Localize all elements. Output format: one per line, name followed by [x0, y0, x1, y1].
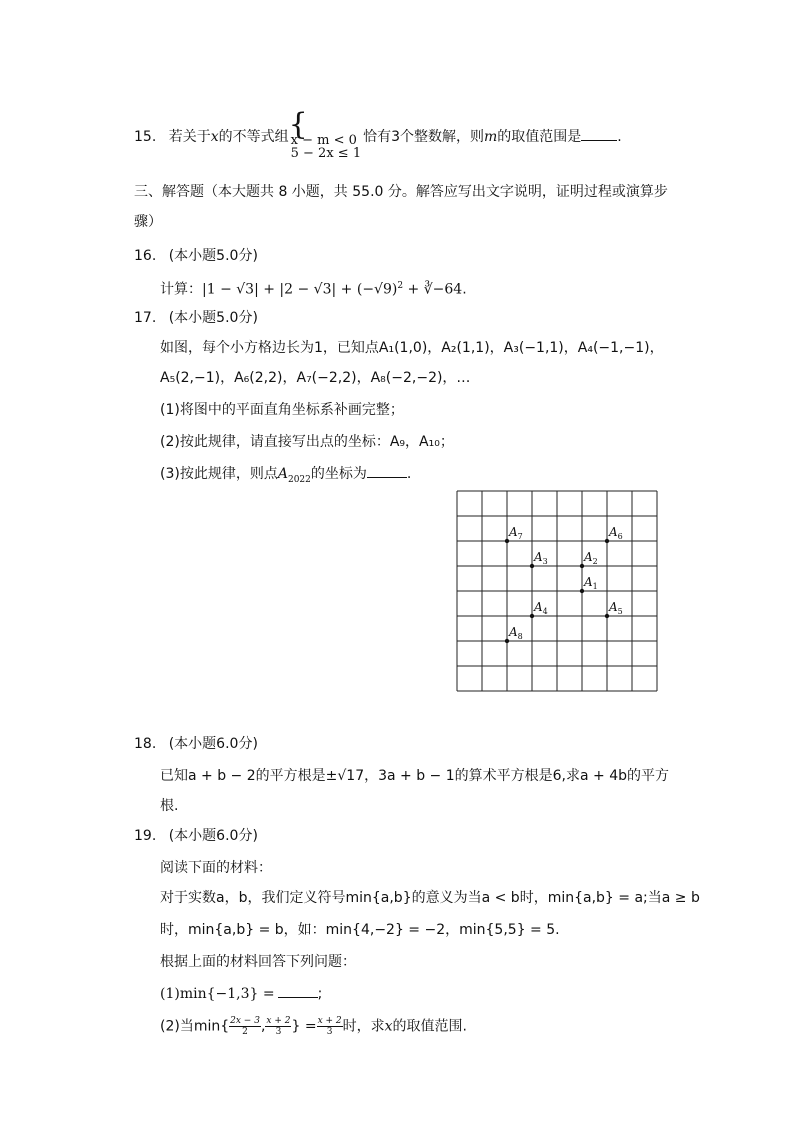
q19-fraction-3 [317, 1016, 343, 1037]
q17-sub3-end: . [406, 466, 412, 482]
q17-number: 17. [134, 310, 157, 326]
q19-sub1-end: ; [317, 986, 323, 1002]
point-a8 [505, 639, 509, 643]
q15-number: 15. [134, 129, 157, 145]
point-label-a7: $A_7$ [509, 525, 523, 541]
q19-line4: 根据上面的材料回答下列问题： [160, 954, 356, 970]
q19-sub1 [160, 984, 322, 1004]
q19-fraction-2 [265, 1016, 291, 1037]
q19-sub2-post: 时，求 [342, 1018, 385, 1035]
q15-sys-row1: x − m < 0 [290, 133, 357, 148]
q18-header [134, 734, 258, 754]
q19-score: (本小题6.0分) [168, 828, 258, 844]
point-a5 [605, 614, 609, 618]
point-a7 [505, 539, 509, 543]
q19-frac2-denominator: 3 [275, 1027, 282, 1037]
q18-line1: 已知a + b − 2的平方根是±√17，3a + b − 1的算术平方根是6,求a + 4b的平方 [160, 768, 670, 784]
q18-number: 18. [134, 736, 157, 752]
q15-line [134, 107, 622, 161]
q15-brace: { [288, 107, 308, 142]
q19-line2: 对于实数a，b，我们定义符号min{a,b}的意义为当a < b时，min{a,b} = a;当a ≥ b [160, 890, 700, 906]
q17-sub2: (2)按此规律，请直接写出点的坐标：A₉，A₁₀； [160, 434, 454, 450]
q15-text-tail: 的取值范围是 [497, 129, 582, 145]
point-label-a4: $A_4$ [534, 600, 548, 616]
q16-expr-a: |1 − √3| + |2 − √3| + (−√9) [202, 281, 398, 298]
point-label-a1: $A_1$ [584, 575, 598, 591]
point-label-a6: $A_6$ [609, 525, 623, 541]
point-a6 [605, 539, 609, 543]
point-label-a2: $A_2$ [584, 550, 598, 566]
q17-score: (本小题5.0分) [168, 310, 258, 326]
q17-answer-blank[interactable] [367, 465, 407, 478]
q16-end: . [462, 281, 467, 298]
q17-sub1: (1)将图中的平面直角坐标系补画完整； [160, 402, 404, 418]
section3-heading-line2: 骤） [134, 214, 162, 230]
q17-line2: A₅(2,−1)，A₆(2,2)，A₇(−2,2)，A₈(−2,−2)，… [160, 370, 471, 386]
q16-score: (本小题5.0分) [168, 248, 258, 264]
point-a2 [580, 564, 584, 568]
q19-frac3-numerator: x + 2 [317, 1016, 342, 1026]
q18-score: (本小题6.0分) [168, 736, 258, 752]
q19-sub2 [160, 1016, 467, 1037]
q17-line1: 如图，每个小方格边长为1，已知点A₁(1,0)，A₂(1,1)，A₃(−1,1)，A₄(−1,−1)， [160, 340, 664, 356]
q16-header [134, 246, 258, 266]
q19-sub2-mid: } = [291, 1018, 317, 1035]
q17-header [134, 308, 258, 328]
q19-frac2-numerator: x + 2 [266, 1016, 291, 1026]
point-a4 [530, 614, 534, 618]
point-label-a5: $A_5$ [609, 600, 623, 616]
q15-end: . [617, 129, 622, 145]
q19-var-x: x [384, 1018, 393, 1035]
q17-sub3-point: A [277, 466, 288, 482]
q19-comma: , [260, 1018, 266, 1035]
q19-sub1-expr: (1)min{−1,3} = [160, 986, 275, 1002]
q17-grid-figure [456, 490, 659, 693]
q19-line1: 阅读下面的材料： [160, 860, 272, 876]
q19-frac1-numerator: 2x − 3 [230, 1016, 260, 1026]
q19-sub2-pre: (2)当min{ [160, 1018, 230, 1035]
q19-frac3-denominator: 3 [326, 1027, 333, 1037]
section3-heading-line1: 三、解答题（本大题共 8 小题，共 55.0 分。解答应写出文字说明，证明过程或演算步 [134, 184, 668, 200]
point-a3 [530, 564, 534, 568]
q15-sys-row2: 5 − 2x ≤ 1 [290, 146, 362, 161]
q15-answer-blank[interactable] [581, 128, 617, 141]
q19-fraction-1 [229, 1016, 261, 1037]
q16-label: 计算： [160, 281, 202, 298]
point-label-a3: $A_3$ [534, 550, 548, 566]
q19-header [134, 826, 258, 846]
q18-line2: 根. [160, 798, 179, 814]
q19-answer-blank[interactable] [278, 985, 318, 998]
q15-var-x: x [210, 129, 219, 145]
q16-number: 16. [134, 248, 157, 264]
q17-sub3-pre: (3)按此规律，则点 [160, 466, 278, 482]
q16-square: 2 [397, 281, 404, 291]
q17-sub3 [160, 464, 411, 490]
q19-frac1-denominator: 2 [242, 1027, 248, 1037]
point-label-a8: $A_8$ [509, 625, 523, 641]
q15-inequality-system [288, 107, 362, 161]
q19-line3: 时，min{a,b} = b，如：min{4,−2} = −2，min{5,5} = 5. [160, 922, 560, 938]
q16-expr-b: + ∛−64 [403, 281, 463, 298]
q19-number: 19. [134, 828, 157, 844]
q16-body [160, 276, 467, 300]
q15-var-m: m [484, 129, 498, 145]
q15-text-pre: 若关于 [168, 129, 211, 145]
q15-text-mid: 的不等式组 [218, 129, 289, 145]
q19-sub2-end: 的取值范围. [392, 1018, 467, 1035]
point-a1 [580, 589, 584, 593]
q17-sub3-subscript: 2022 [287, 474, 311, 485]
q15-text-post: 恰有3个整数解，则 [363, 129, 485, 145]
q17-sub3-post: 的坐标为 [310, 466, 367, 482]
